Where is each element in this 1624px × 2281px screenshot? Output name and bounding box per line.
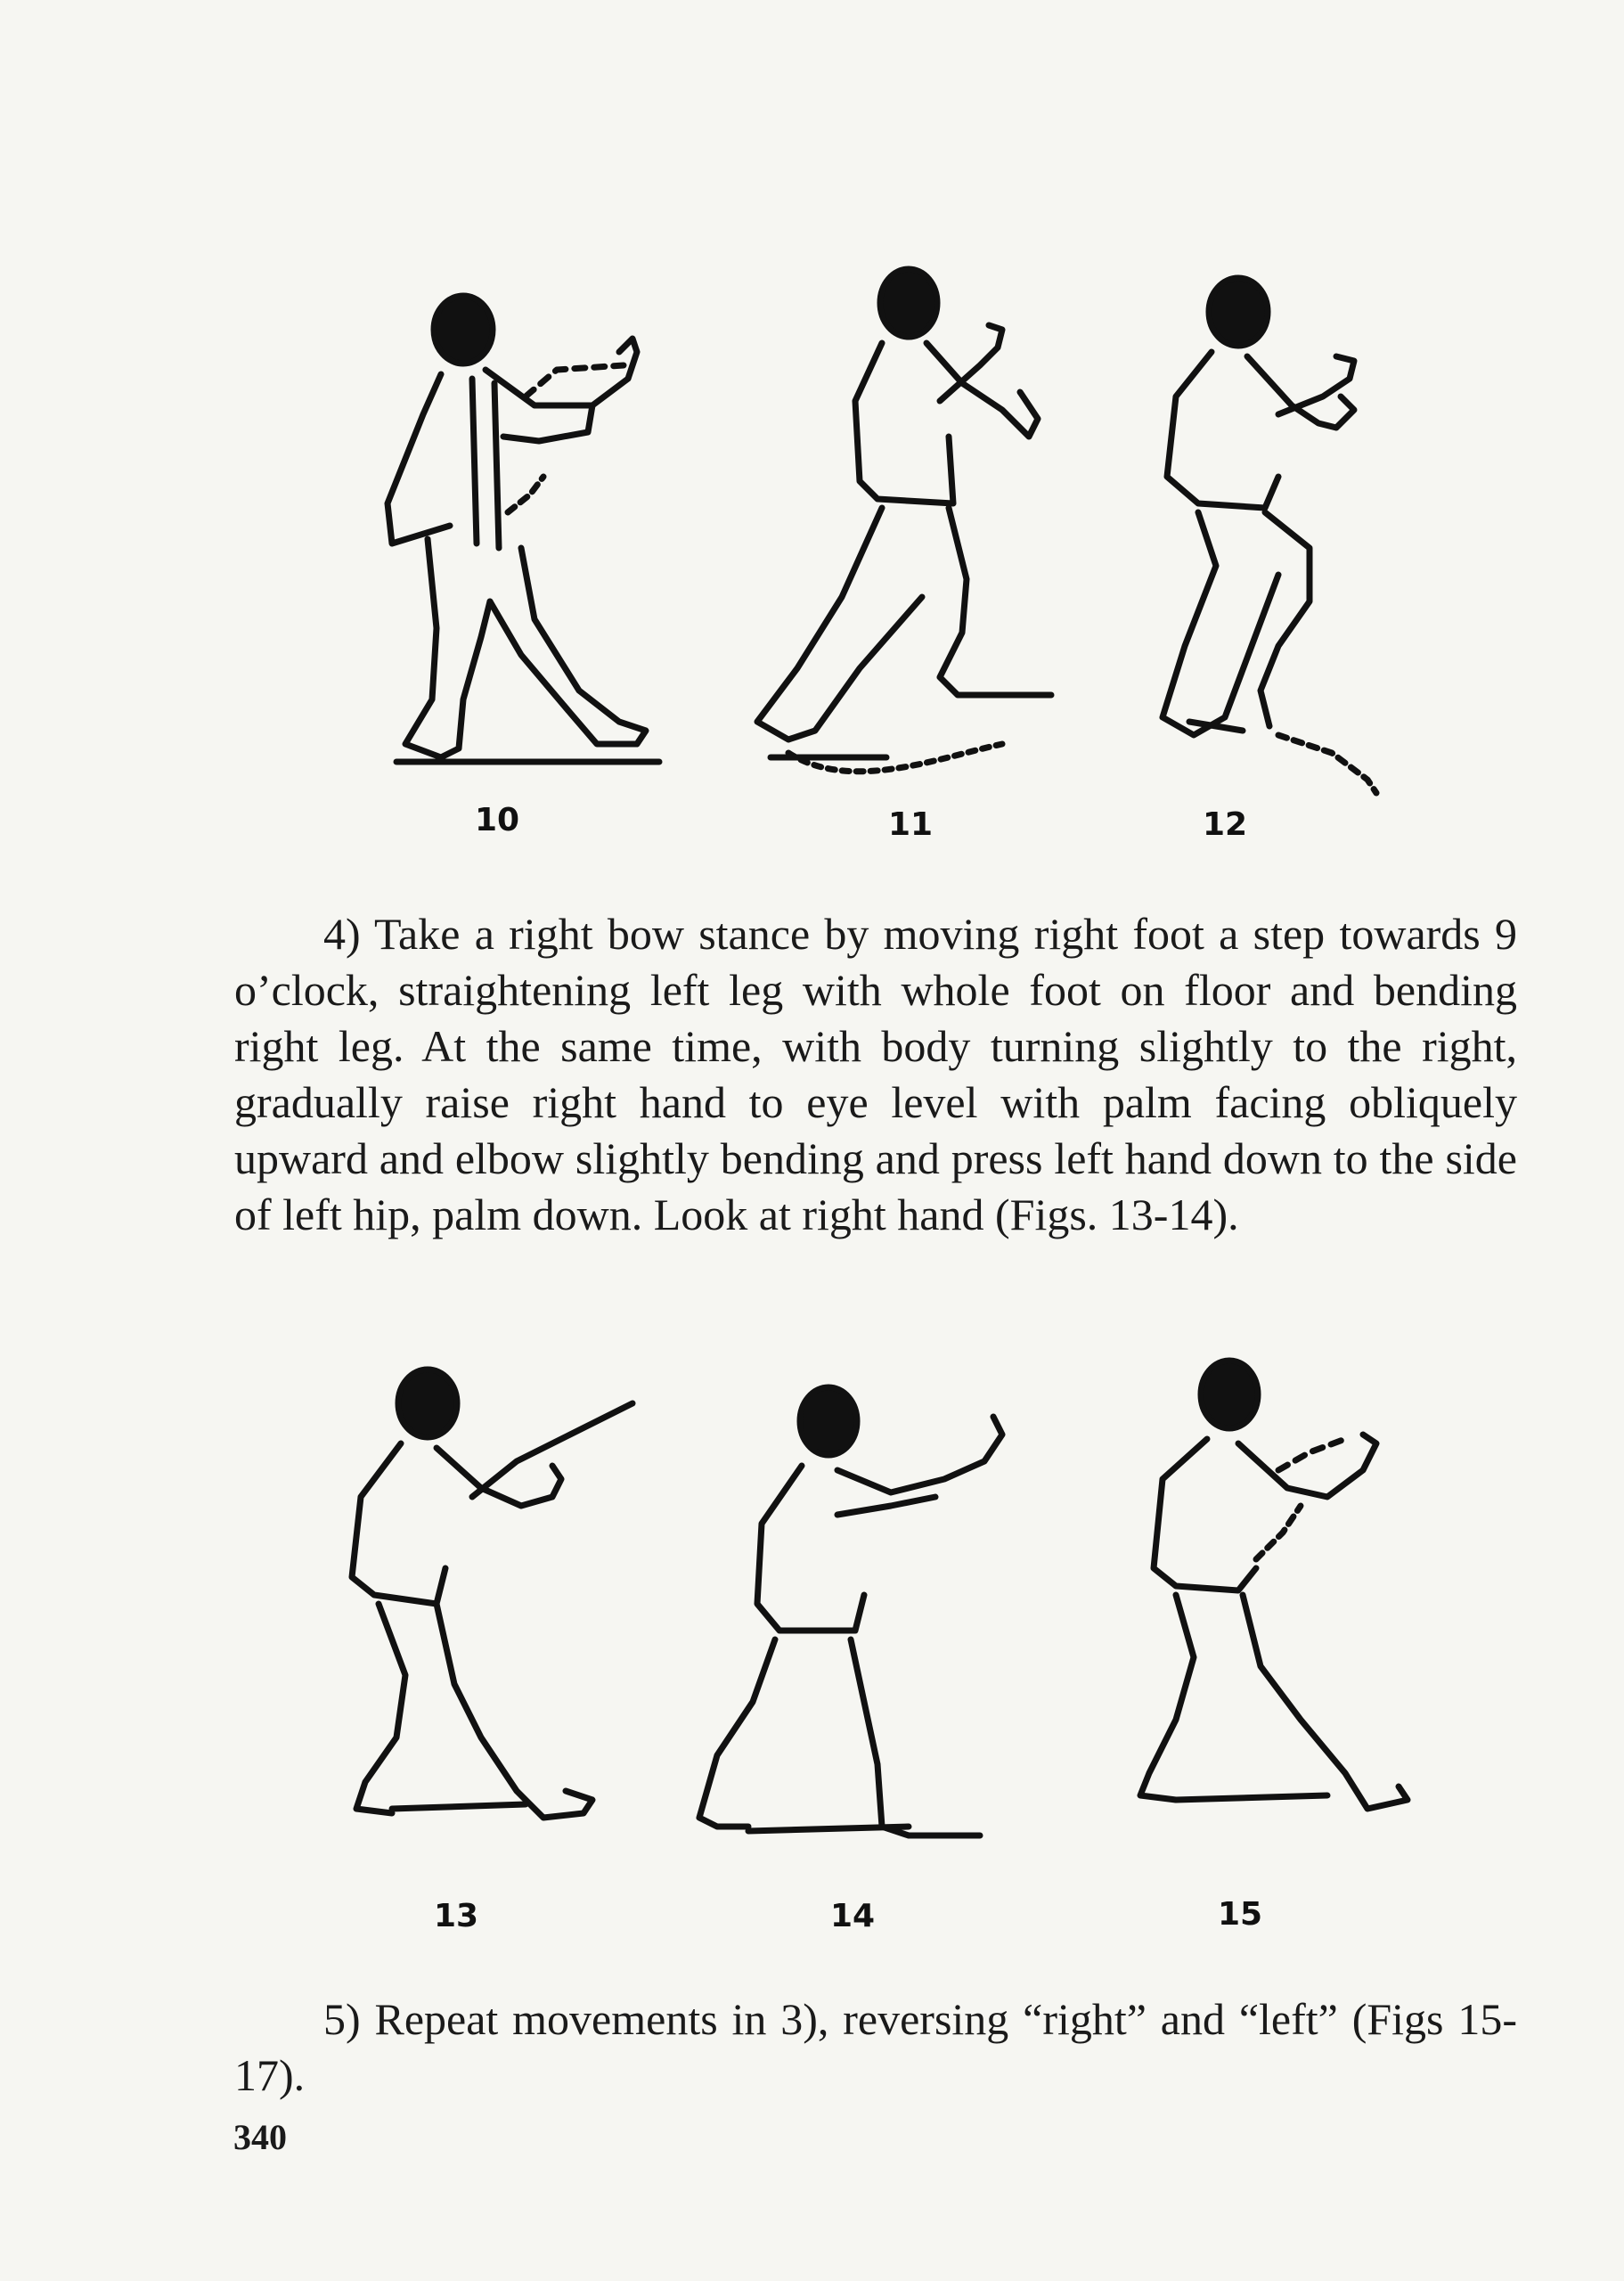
paragraph-4 xyxy=(234,906,1517,1243)
figure-14-illustration xyxy=(686,1381,1042,1880)
paragraph-4-text: 4) Take a right bow stance by moving right foot a step towards 9 o’clock, straightening left leg with whole foot on floor and bending right leg. At the same time, with body turning slightly to the right, gradually raise right hand to eye level with palm facing obliquely upward and elbow slightly bending and press left hand down to the side of left hip, palm down. Look at right hand (Figs. 13-14). xyxy=(234,909,1517,1239)
figure-number-14: 14 xyxy=(830,1898,876,1934)
paragraph-5-text: 5) Repeat movements in 3), reversing “right” and “left” (Figs 15-17). xyxy=(234,1994,1517,2100)
figure-12-illustration xyxy=(1145,272,1403,806)
figure-11-illustration xyxy=(735,258,1082,784)
page-number: 340 xyxy=(233,2117,287,2157)
figure-10-illustration xyxy=(365,281,677,780)
figure-15-illustration xyxy=(1122,1354,1425,1853)
figure-number-12: 12 xyxy=(1203,806,1248,843)
figure-number-10: 10 xyxy=(475,802,520,838)
figure-13-illustration xyxy=(339,1363,641,1853)
figure-number-13: 13 xyxy=(434,1898,479,1934)
figure-number-11: 11 xyxy=(888,806,934,843)
figure-number-15: 15 xyxy=(1218,1896,1263,1933)
paragraph-5 xyxy=(234,1991,1517,2104)
